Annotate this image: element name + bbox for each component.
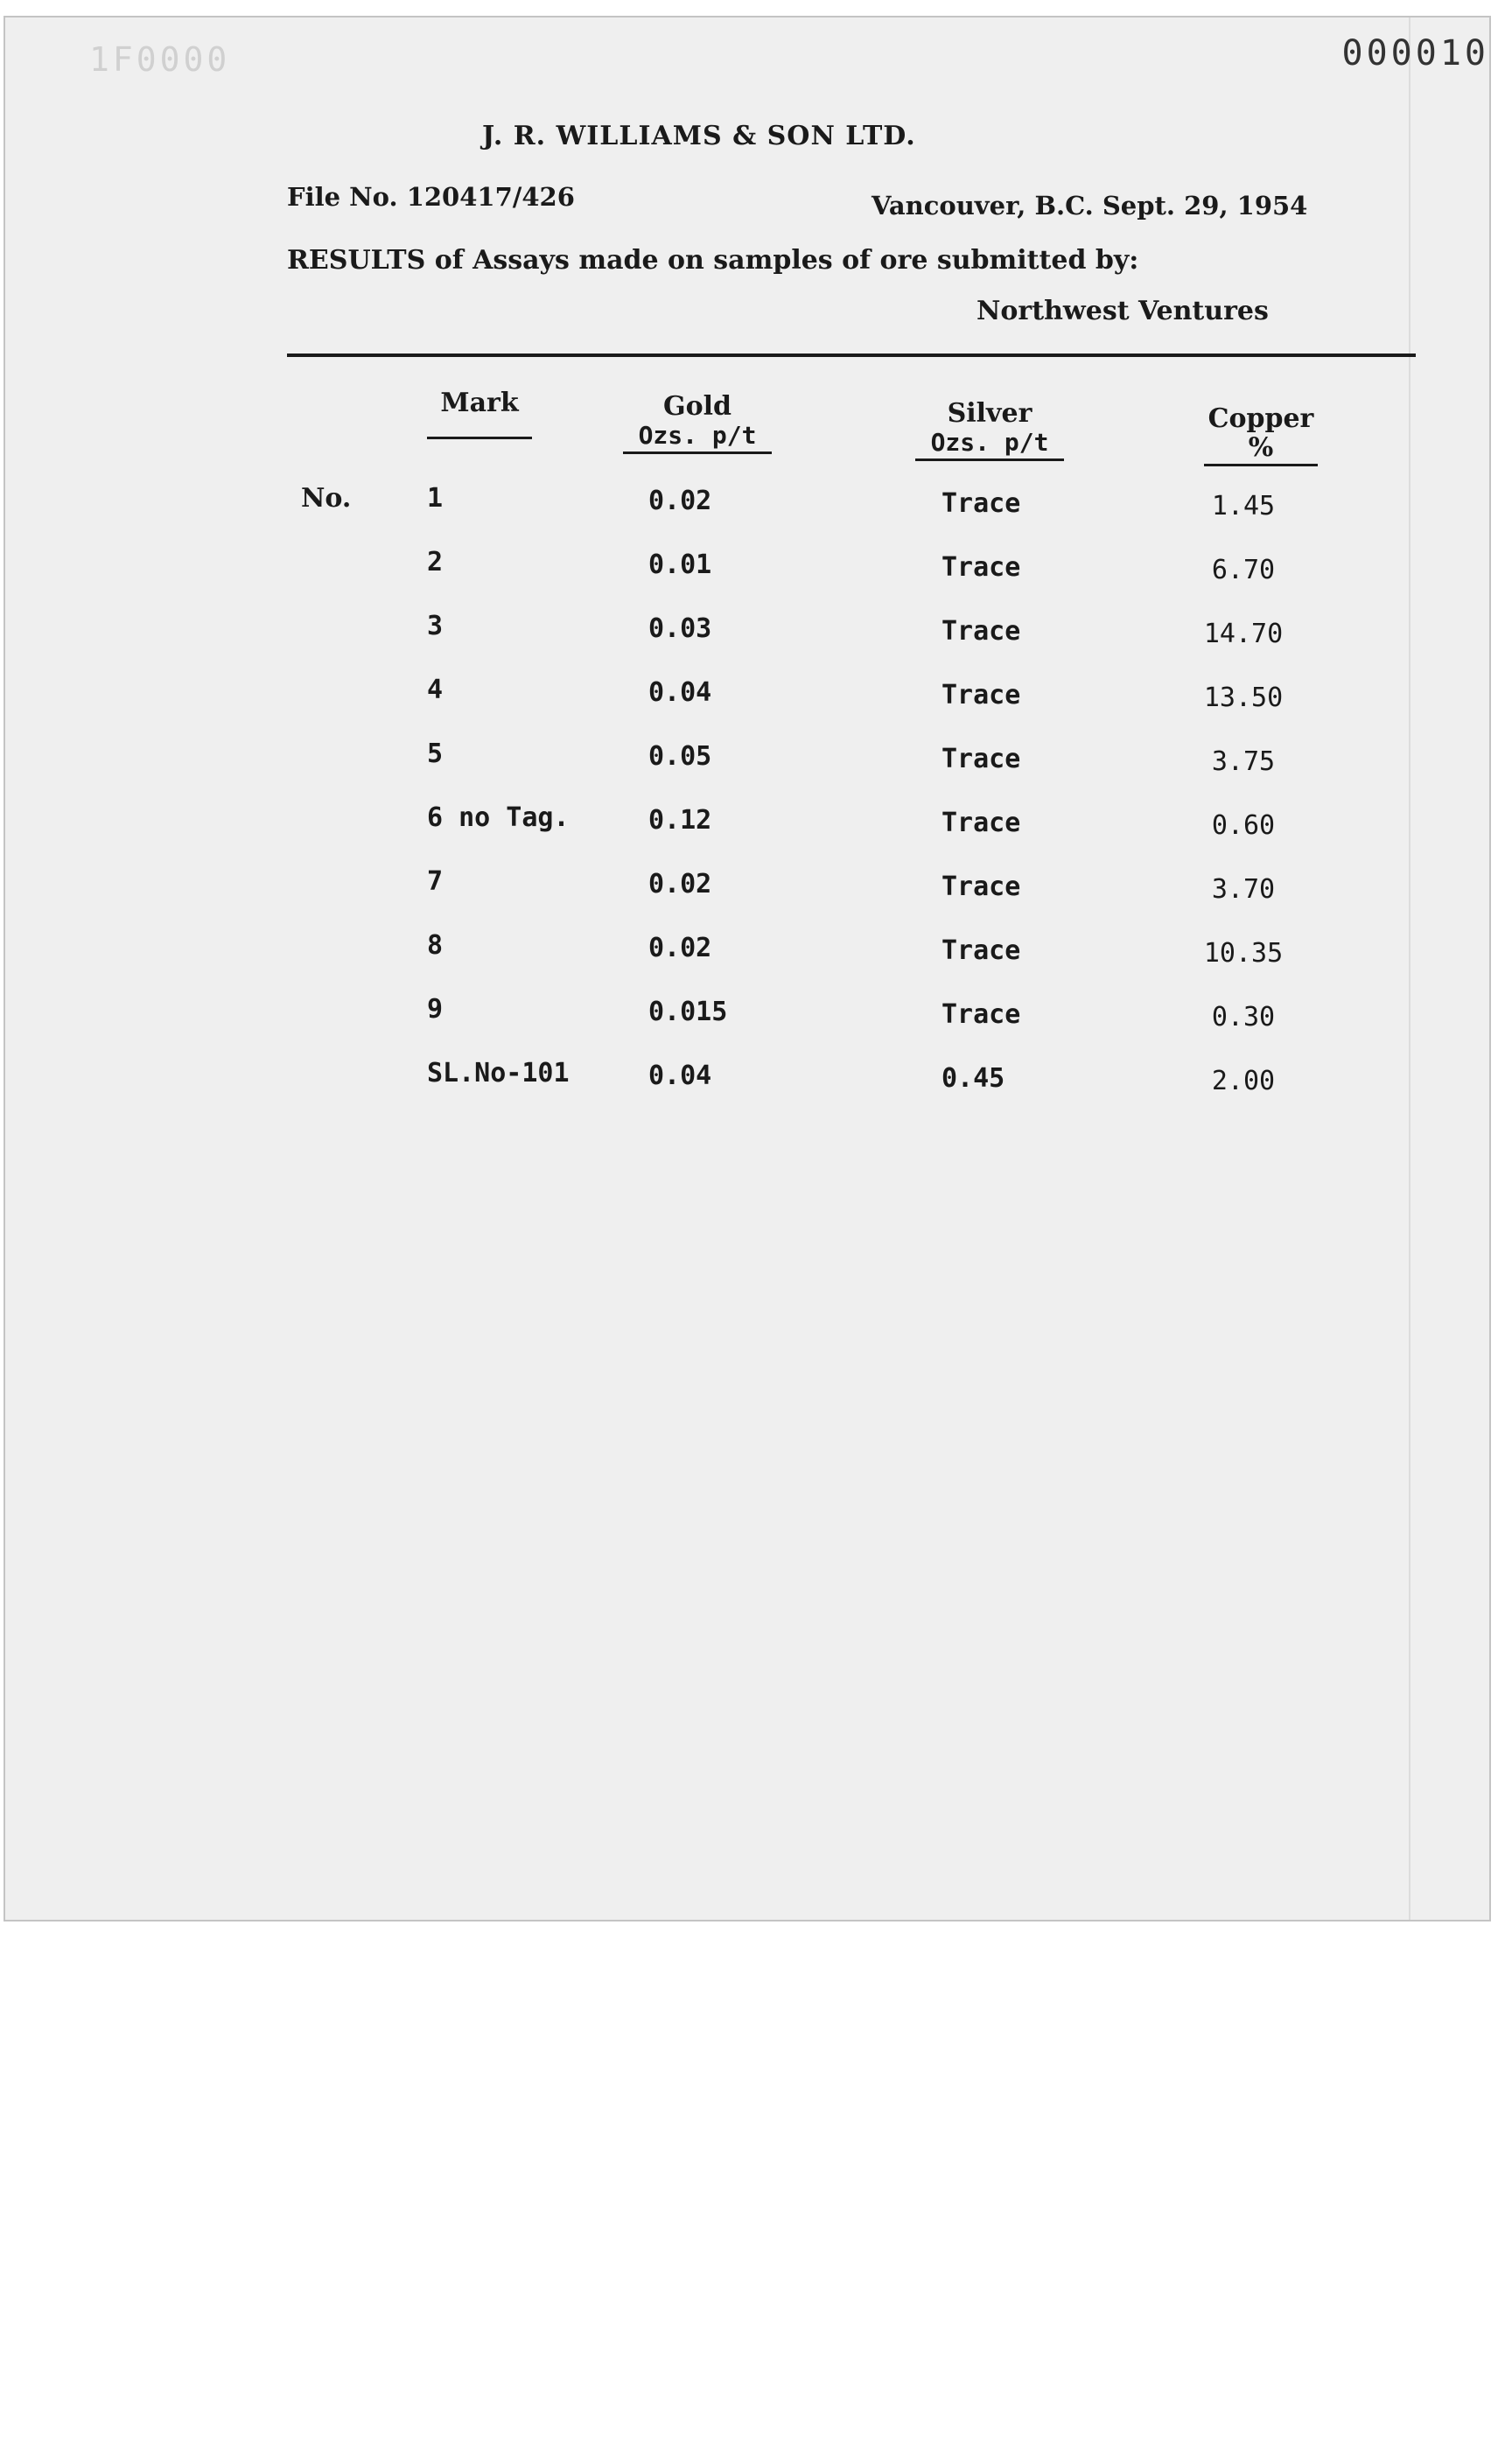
cell-gold: 0.04 [648,1060,712,1091]
cell-copper: 14.70 [1203,619,1284,649]
cell-gold: 0.03 [648,613,712,644]
cell-mark: 5 [427,738,444,769]
cell-mark: 7 [427,866,444,897]
cell-mark: 9 [427,994,444,1025]
cell-silver: Trace [942,744,1021,774]
cell-copper: 1.45 [1211,491,1276,522]
cell-silver: Trace [942,935,1021,966]
cell-copper: 0.60 [1211,810,1276,841]
cell-copper: 2.00 [1211,1066,1276,1096]
cell-gold: 0.12 [648,805,712,836]
results-heading: RESULTS of Assays made on samples of ore submitted by: [287,245,1139,276]
cell-silver: Trace [942,872,1021,902]
company-name: J. R. WILLIAMS & SON LTD. [482,121,916,151]
column-header-mark [427,388,532,439]
cell-gold: 0.02 [648,869,712,900]
submitter-name: Northwest Ventures [976,296,1269,326]
assay-report-sheet [4,16,1491,1922]
cell-copper: 0.30 [1211,1002,1276,1032]
cell-mark: 4 [427,675,444,705]
cell-copper: 10.35 [1203,938,1284,969]
cell-mark: SL.No-101 [427,1058,570,1088]
cell-silver: 0.45 [942,1063,1005,1094]
copper-header-underline [1204,464,1318,466]
mark-header-label: Mark [440,388,519,418]
gold-header-unit: Ozs. p/t [638,421,757,450]
gold-header-underline [623,452,772,454]
cell-copper: 6.70 [1211,555,1276,585]
cell-gold: 0.05 [648,741,712,772]
copper-header-unit: % [1248,432,1274,463]
cell-gold: 0.04 [648,677,712,708]
cell-mark: 2 [427,547,444,578]
cell-mark: 8 [427,930,444,961]
faded-page-stamp: 1F0000 [89,40,231,79]
header-divider [287,354,1416,357]
cell-silver: Trace [942,808,1021,838]
column-header-copper [1204,404,1318,466]
file-number: File No. 120417/426 [287,182,575,212]
page-fold-line [1409,18,1410,1920]
location-date: Vancouver, B.C. Sept. 29, 1954 [872,191,1308,220]
cell-copper: 3.75 [1211,746,1276,777]
cell-gold: 0.015 [648,997,728,1027]
cell-gold: 0.02 [648,486,712,516]
cell-mark: 1 [427,483,444,514]
cell-copper: 13.50 [1203,682,1284,713]
copper-header-label: Copper [1208,403,1314,434]
row-prefix-no: No. [301,483,352,514]
column-header-gold [623,392,772,454]
cell-silver: Trace [942,999,1021,1030]
silver-header-underline [915,458,1064,461]
cell-silver: Trace [942,488,1021,519]
page-number-stamp: 000010 [1341,33,1489,74]
column-header-silver [915,399,1064,461]
cell-silver: Trace [942,552,1021,583]
cell-silver: Trace [942,616,1021,647]
cell-silver: Trace [942,680,1021,710]
mark-header-underline [427,437,532,439]
cell-mark: 6 no Tag. [427,802,570,833]
cell-copper: 3.70 [1211,874,1276,905]
silver-header-unit: Ozs. p/t [930,428,1049,457]
cell-gold: 0.02 [648,933,712,963]
cell-mark: 3 [427,611,444,641]
cell-gold: 0.01 [648,550,712,580]
silver-header-label: Silver [947,398,1032,429]
gold-header-label: Gold [662,391,732,422]
